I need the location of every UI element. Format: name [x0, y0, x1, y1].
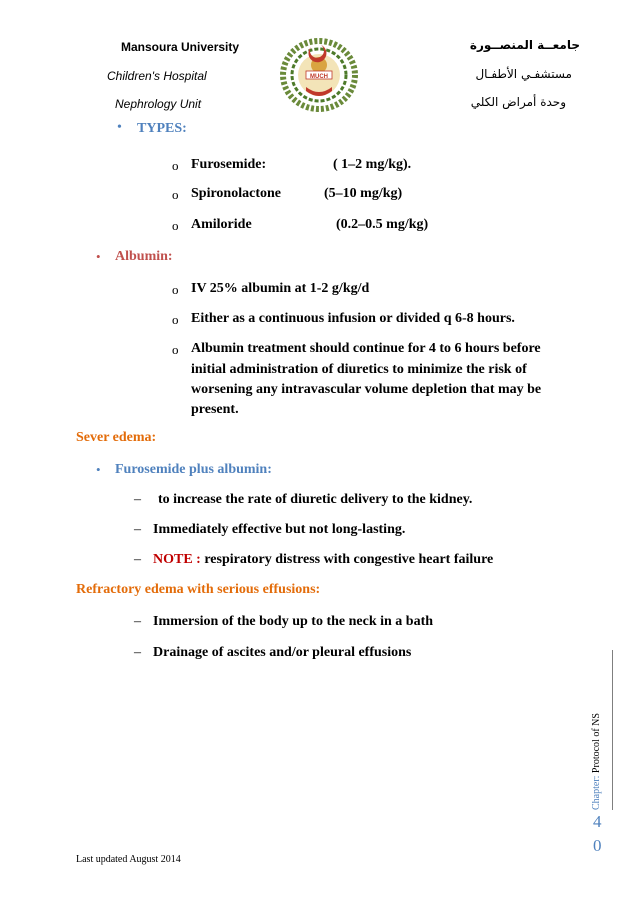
severe-note	[153, 552, 493, 568]
albumin-item-line: worsening any intravascular volume depletion that may be	[191, 382, 542, 397]
chapter-label	[591, 650, 605, 810]
dash-bullet-icon: –	[134, 522, 141, 537]
bullet-icon: •	[96, 462, 101, 477]
albumin-heading: Albumin:	[115, 249, 173, 264]
dash-bullet-icon: –	[134, 645, 141, 660]
chapter-title: Protocol of NS	[591, 713, 602, 776]
side-divider	[612, 650, 613, 810]
severe-item: Immediately effective but not long-lasting.	[153, 522, 406, 537]
refractory-item: Immersion of the body up to the neck in a bath	[153, 614, 434, 629]
albumin-item: IV 25% albumin at 1-2 g/kg/d	[191, 281, 370, 296]
severe-sub-heading: Furosemide plus albumin:	[115, 462, 272, 477]
circle-bullet-icon: o	[172, 218, 179, 233]
refractory-item: Drainage of ascites and/or pleural effusions	[153, 645, 412, 660]
hospital-name: Children's Hospital	[107, 69, 207, 83]
drug-name: Amiloride	[191, 217, 252, 232]
university-name-arabic: جامعــة المنصــورة	[469, 38, 580, 52]
circle-bullet-icon: o	[172, 187, 179, 202]
drug-dose: ( 1–2 mg/kg).	[333, 157, 412, 172]
albumin-item-line: present.	[191, 402, 239, 417]
refractory-edema-heading: Refractory edema with serious effusions:	[76, 582, 321, 597]
logo-text: MUCH	[310, 74, 328, 80]
page-number-digit: 4	[593, 812, 602, 831]
bullet-icon: •	[96, 249, 101, 264]
severe-edema-heading: Sever edema:	[76, 430, 157, 445]
unit-name: Nephrology Unit	[115, 97, 202, 111]
hospital-name-arabic: مستشفـي الأطفـال	[475, 67, 572, 81]
last-updated: Last updated August 2014	[76, 854, 181, 865]
circle-bullet-icon: o	[172, 342, 179, 357]
unit-name-arabic: وحدة أمراض الكلي	[470, 95, 566, 109]
types-heading: TYPES:	[137, 121, 187, 136]
university-name: Mansoura University	[121, 40, 240, 54]
drug-name: Spironolactone	[191, 186, 281, 201]
dash-bullet-icon: –	[134, 552, 141, 567]
circle-bullet-icon: o	[172, 312, 179, 327]
note-text: respiratory distress with congestive heart failure	[200, 552, 494, 567]
hospital-logo	[278, 35, 360, 113]
chapter-prefix: Chapter:	[591, 775, 602, 810]
circle-bullet-icon: o	[172, 282, 179, 297]
albumin-item: Either as a continuous infusion or divided q 6-8 hours.	[191, 311, 515, 326]
severe-item: to increase the rate of diuretic delivery to the kidney.	[158, 492, 473, 507]
circle-bullet-icon: o	[172, 158, 179, 173]
bullet-icon: •	[117, 120, 122, 135]
note-label: NOTE :	[153, 552, 201, 567]
dash-bullet-icon: –	[134, 492, 141, 507]
dash-bullet-icon: –	[134, 614, 141, 629]
page-number-digit: 0	[593, 836, 602, 855]
drug-dose: (5–10 mg/kg)	[324, 186, 403, 201]
drug-dose: (0.2–0.5 mg/kg)	[336, 217, 429, 232]
albumin-item-line: Albumin treatment should continue for 4 to 6 hours before	[191, 341, 541, 356]
albumin-item-line: initial administration of diuretics to minimize the risk of	[191, 362, 527, 377]
drug-name: Furosemide:	[191, 157, 267, 172]
